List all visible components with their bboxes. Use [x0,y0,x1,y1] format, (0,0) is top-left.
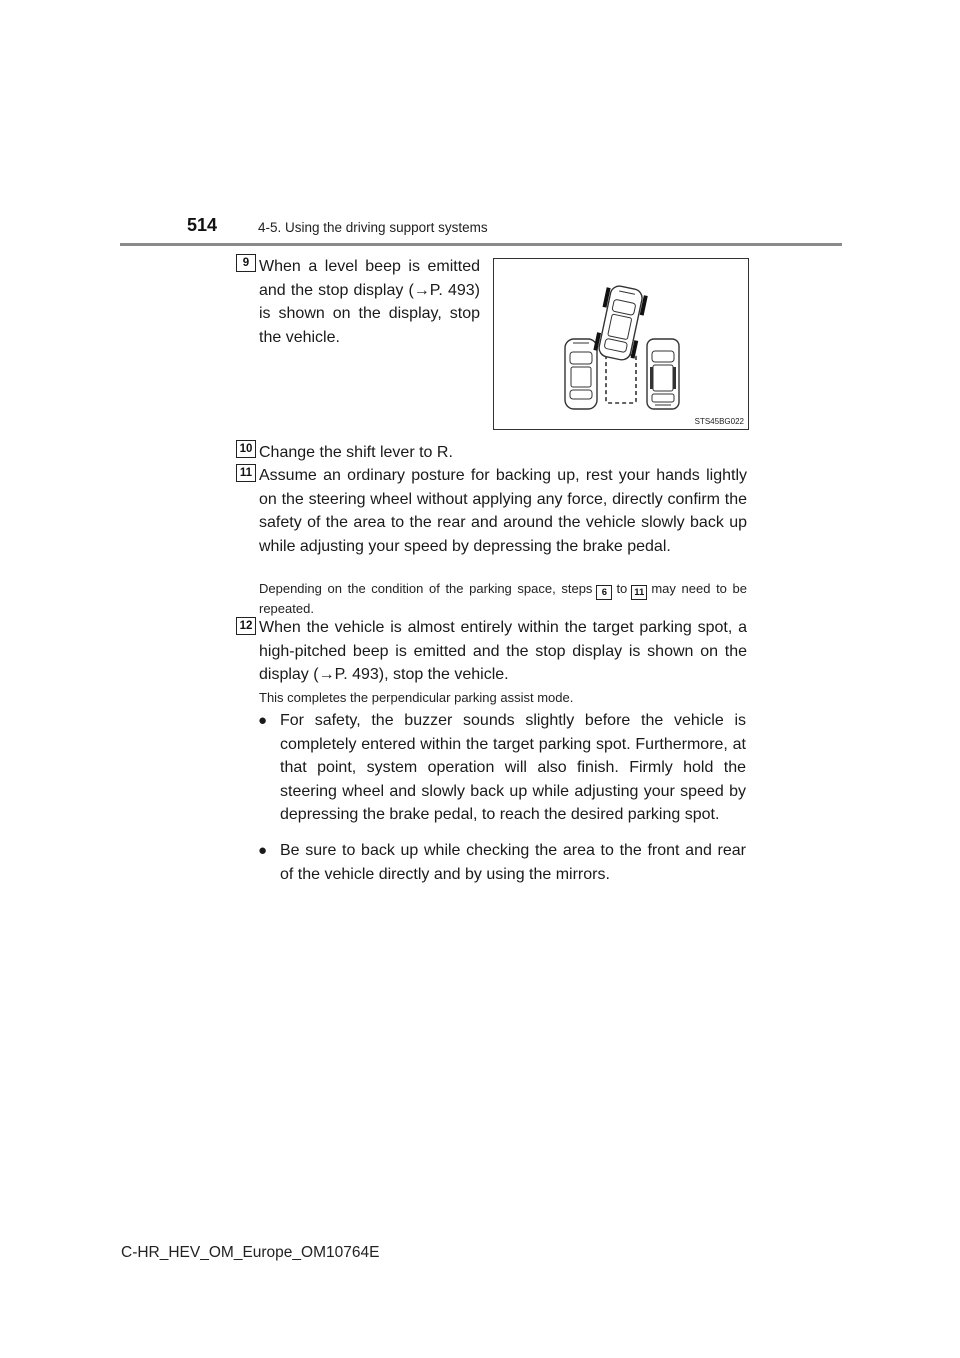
section-title: 4-5. Using the driving support systems [258,220,488,235]
bullet-marker: ● [258,842,268,859]
header-divider [120,243,842,246]
step-11-text: Assume an ordinary posture for backing up, rest your hands lightly on the steering wheel without applying any force, directly confirm the safety of the area to the rear and around the vehicle slowly back up while adjusting your speed by depressing the brake pedal. [259,467,747,555]
step-10-text: Change the shift lever to R. [259,444,453,461]
bullet-text: Be sure to back up while checking the area to the front and rear of the vehicle directly and by using the mirrors. [280,842,746,883]
step-6-ref-badge: 6 [596,585,612,600]
parking-diagram [494,259,750,431]
repeat-note-before: Depending on the condition of the parking space, steps [259,581,593,596]
step-12-badge: 12 [236,617,256,635]
bullet-item [258,839,746,886]
parked-car-left [565,339,597,409]
page-number: 514 [187,215,218,235]
maneuvering-car [593,283,649,362]
bullet-item [258,709,746,827]
repeat-steps-note [259,580,747,617]
repeat-note-after: may need to be repeated. [259,581,747,616]
document-id: C-HR_HEV_OM_Europe_OM10764E [121,1244,380,1261]
step-12-text: When the vehicle is almost entirely within the target parking spot, a high-pitched beep is emitted and the stop display is shown on the display (→P. 493), stop the vehicle. [259,619,747,683]
step-9-badge: 9 [236,254,256,272]
parked-car-right [647,339,679,409]
step-11-badge: 11 [236,464,256,482]
step-10-badge: 10 [236,440,256,458]
repeat-note-middle: to [616,581,628,596]
target-parking-spot [606,355,636,403]
figure-code: STS45BG022 [694,417,744,426]
step-11-ref-badge: 11 [631,585,647,600]
parking-illustration [493,258,749,430]
step-9-text: When a level beep is emitted and the stop display (→P. 493) is shown on the display, stop the vehicle. [259,258,480,346]
completion-note: This completes the perpendicular parking assist mode. [259,690,574,705]
bullet-marker: ● [258,712,268,729]
bullet-text: For safety, the buzzer sounds slightly before the vehicle is completely entered within the target parking spot. Furthermore, at that point, system operation will also finish. Firmly hold the steering wheel and slowly back up while adjusting your speed by depressing the brake pedal, to reach the desired parking spot. [280,712,746,823]
